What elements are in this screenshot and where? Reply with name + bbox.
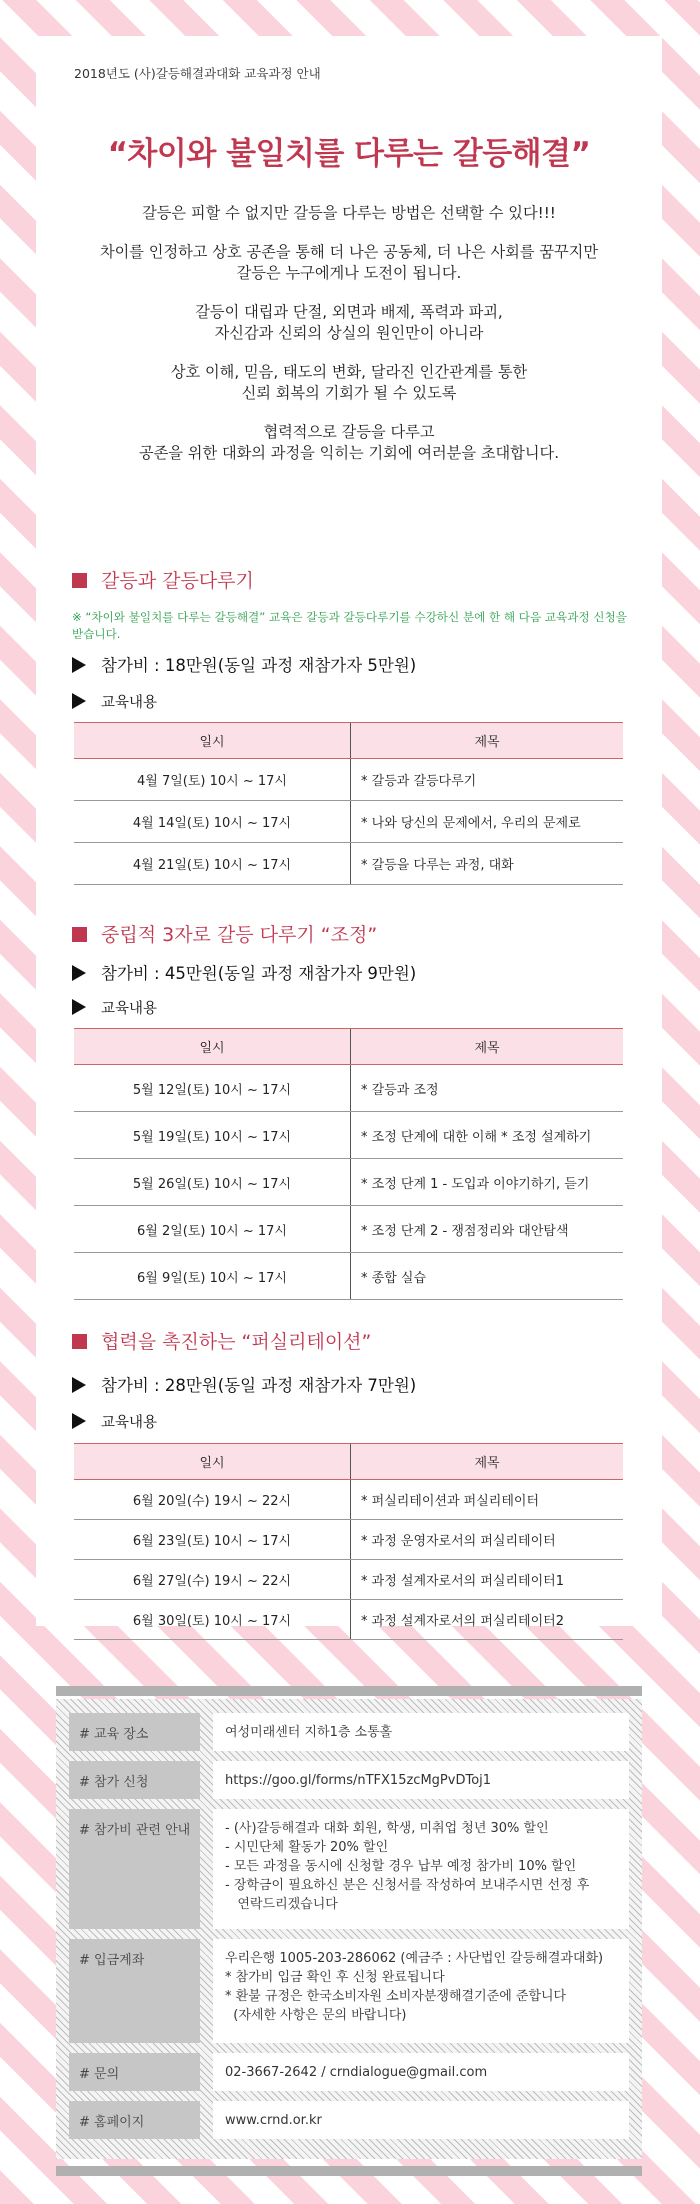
course-card	[36, 36, 662, 1629]
fee-text: 참가비 : 28만원(동일 과정 재참가자 7만원)	[101, 1376, 417, 1395]
page-title: “차이와 불일치를 다루는 갈등해결”	[107, 136, 591, 172]
triangle-bullet-icon	[72, 965, 86, 981]
triangle-bullet-icon	[72, 693, 86, 709]
date-cell: 4월 7일(토) 10시 ~ 17시	[74, 759, 351, 801]
title-cell: * 과정 설계자로서의 퍼실리테이터1	[351, 1560, 624, 1600]
section-title-mediation	[72, 920, 377, 947]
content-label-text: 교육내용	[101, 1001, 158, 1017]
info-value-line: * 참가비 입금 확인 후 신청 완료됩니다	[225, 1970, 445, 1985]
title-cell: * 갈등과 갈등다루기	[351, 759, 624, 801]
intro-line: 신뢰 회복의 기회가 될 수 있도록	[241, 384, 457, 402]
table-row	[74, 1112, 623, 1159]
table-header-row	[74, 1444, 623, 1480]
info-row-contact	[69, 2053, 642, 2091]
info-row-registration	[69, 1761, 642, 1799]
info-value	[213, 2053, 629, 2091]
info-label-text: # 문의	[79, 2067, 120, 2082]
info-value-line: 연락드리겠습니다	[225, 1897, 338, 1912]
schedule-table	[74, 1028, 623, 1300]
title-cell: * 조정 단계 2 - 쟁점정리와 대안탐색	[351, 1206, 624, 1253]
fee-line	[72, 1372, 416, 1396]
date-cell: 6월 9일(토) 10시 ~ 17시	[74, 1253, 351, 1300]
intro-paragraph	[36, 242, 662, 284]
table-header-row	[74, 723, 623, 759]
table-row	[74, 1600, 623, 1640]
title-cell: * 갈등을 다루는 과정, 대화	[351, 843, 624, 885]
info-label-text: # 참가 신청	[79, 1775, 149, 1790]
registration-link[interactable]: https://goo.gl/forms/nTFX15zcMgPvDToj1	[225, 1773, 492, 1788]
table-row	[74, 1159, 623, 1206]
date-cell: 6월 30일(토) 10시 ~ 17시	[74, 1600, 351, 1640]
info-label-text: # 교육 장소	[79, 1727, 149, 1742]
date-cell: 6월 27일(수) 19시 ~ 22시	[74, 1560, 351, 1600]
date-cell: 4월 14일(토) 10시 ~ 17시	[74, 801, 351, 843]
column-header-title: 제목	[351, 1444, 624, 1480]
info-value[interactable]	[213, 1761, 629, 1799]
title-cell: * 종합 실습	[351, 1253, 624, 1300]
intro-line: 자신감과 신뢰의 상실의 원인만이 아니라	[214, 324, 484, 342]
date-cell: 6월 2일(토) 10시 ~ 17시	[74, 1206, 351, 1253]
intro-paragraph	[36, 362, 662, 404]
fee-text: 참가비 : 45만원(동일 과정 재참가자 9만원)	[101, 964, 417, 983]
info-value-line: 여성미래센터 지하1층 소통홀	[225, 1725, 393, 1740]
table-row	[74, 1206, 623, 1253]
column-header-title: 제목	[351, 723, 624, 759]
content-label-text: 교육내용	[101, 1415, 158, 1431]
info-value	[213, 1939, 629, 2043]
fee-line	[72, 652, 416, 676]
title-cell: * 과정 운영자로서의 퍼실리테이터	[351, 1520, 624, 1560]
homepage-link[interactable]: www.crnd.or.kr	[225, 2113, 322, 2128]
date-cell: 5월 12일(토) 10시 ~ 17시	[74, 1065, 351, 1112]
info-value	[213, 2101, 629, 2139]
table-row	[74, 1480, 623, 1520]
info-row-homepage	[69, 2101, 642, 2139]
info-label	[69, 1761, 200, 1799]
intro-line: 갈등이 대립과 단절, 외면과 배제, 폭력과 파괴,	[195, 303, 503, 321]
info-value-line: * 환불 규정은 한국소비자원 소비자분쟁해결기준에 준합니다	[225, 1989, 567, 2004]
intro-text	[36, 203, 662, 482]
table-row	[74, 1253, 623, 1300]
square-bullet-icon	[72, 927, 87, 942]
info-value-line: - 장학금이 필요하신 분은 신청서를 작성하여 보내주시면 선정 후	[225, 1878, 590, 1893]
title-cell: * 갈등과 조정	[351, 1065, 624, 1112]
column-header-date: 일시	[74, 1029, 351, 1065]
square-bullet-icon	[72, 573, 87, 588]
content-label	[72, 997, 157, 1018]
divider-bottom	[56, 2166, 642, 2176]
header-line: 2018년도 (사)갈등해결과대화 교육과정 안내	[74, 66, 321, 81]
info-label	[69, 1939, 200, 2043]
content-label	[72, 691, 157, 712]
info-label	[69, 1809, 200, 1929]
column-header-date: 일시	[74, 1444, 351, 1480]
table-row	[74, 1520, 623, 1560]
column-header-title: 제목	[351, 1029, 624, 1065]
info-label	[69, 1713, 200, 1751]
table-header-row	[74, 1029, 623, 1065]
info-value-line: 우리은행 1005-203-286062 (예금주 : 사단법인 갈등해결과대화)	[225, 1951, 604, 1966]
info-value	[213, 1713, 629, 1751]
title-cell: * 조정 단계에 대한 이해 * 조정 설계하기	[351, 1112, 624, 1159]
info-row-fee	[69, 1809, 642, 1929]
fee-text: 참가비 : 18만원(동일 과정 재참가자 5만원)	[101, 656, 417, 675]
fee-line	[72, 960, 416, 984]
info-row-venue	[69, 1713, 642, 1751]
info-label-text: # 홈페이지	[79, 2115, 145, 2130]
title-cell: * 조정 단계 1 - 도입과 이야기하기, 듣기	[351, 1159, 624, 1206]
triangle-bullet-icon	[72, 999, 86, 1015]
table-row	[74, 759, 623, 801]
table-row	[74, 801, 623, 843]
triangle-bullet-icon	[72, 1413, 86, 1429]
table-row	[74, 1065, 623, 1112]
intro-line: 상호 이해, 믿음, 태도의 변화, 달라진 인간관계를 통한	[170, 363, 528, 381]
content-label-text: 교육내용	[101, 695, 158, 711]
intro-line: 갈등은 누구에게나 도전이 됩니다.	[236, 264, 462, 282]
section-title-text: 협력을 촉진하는 “퍼실리테이션”	[101, 1331, 372, 1353]
content-label	[72, 1411, 157, 1432]
intro-paragraph	[36, 203, 662, 224]
intro-paragraph	[36, 422, 662, 464]
date-cell: 6월 20일(수) 19시 ~ 22시	[74, 1480, 351, 1520]
info-label-text: # 입금계좌	[79, 1953, 145, 1968]
triangle-bullet-icon	[72, 657, 86, 673]
schedule-table	[74, 1443, 623, 1640]
info-value	[213, 1809, 629, 1929]
info-label	[69, 2053, 200, 2091]
info-value-line: - 모든 과정을 동시에 신청할 경우 납부 예정 참가비 10% 할인	[225, 1859, 577, 1874]
section-title-facilitation	[72, 1327, 371, 1354]
date-cell: 5월 19일(토) 10시 ~ 17시	[74, 1112, 351, 1159]
date-cell: 4월 21일(토) 10시 ~ 17시	[74, 843, 351, 885]
info-label-text: # 참가비 관련 안내	[79, 1823, 191, 1838]
title-cell: * 퍼실리테이션과 퍼실리테이터	[351, 1480, 624, 1520]
table-row	[74, 1560, 623, 1600]
intro-line: 협력적으로 갈등을 다루고	[263, 423, 435, 441]
section-title-conflict	[72, 566, 254, 593]
triangle-bullet-icon	[72, 1377, 86, 1393]
date-cell: 6월 23일(토) 10시 ~ 17시	[74, 1520, 351, 1560]
info-value-line: - (사)갈등해결과 대화 회원, 학생, 미취업 청년 30% 할인	[225, 1821, 549, 1836]
section-title-text: 중립적 3자로 갈등 다루기 “조정”	[101, 924, 378, 946]
divider-top	[56, 1686, 642, 1696]
info-row-account	[69, 1939, 642, 2043]
column-header-date: 일시	[74, 723, 351, 759]
info-value-line: (자세한 사항은 문의 바랍니다)	[225, 2008, 407, 2023]
contact-text[interactable]: 02-3667-2642 / crndialogue@gmail.com	[225, 2065, 488, 2080]
info-box	[56, 1699, 642, 2159]
date-cell: 5월 26일(토) 10시 ~ 17시	[74, 1159, 351, 1206]
intro-line: 갈등은 피할 수 없지만 갈등을 다루는 방법은 선택할 수 있다!!!	[142, 204, 556, 222]
title-cell: * 나와 당신의 문제에서, 우리의 문제로	[351, 801, 624, 843]
schedule-table	[74, 722, 623, 885]
section-note: ※ “차이와 불일치를 다루는 갈등해결” 교육은 갈등과 갈등다루기를 수강하신 분에 한 해 다음 교육과정 신청을 받습니다.	[72, 610, 627, 641]
section-title-text: 갈등과 갈등다루기	[101, 570, 254, 592]
title-cell: * 과정 설계자로서의 퍼실리테이터2	[351, 1600, 624, 1640]
table-row	[74, 843, 623, 885]
intro-line: 차이를 인정하고 상호 공존을 통해 더 나은 공동체, 더 나은 사회를 꿈꾸지만	[99, 243, 599, 261]
intro-paragraph	[36, 302, 662, 344]
info-label	[69, 2101, 200, 2139]
intro-line: 공존을 위한 대화의 과정을 익히는 기회에 여러분을 초대합니다.	[138, 444, 560, 462]
square-bullet-icon	[72, 1334, 87, 1349]
info-value-line: - 시민단체 활동가 20% 할인	[225, 1840, 389, 1855]
